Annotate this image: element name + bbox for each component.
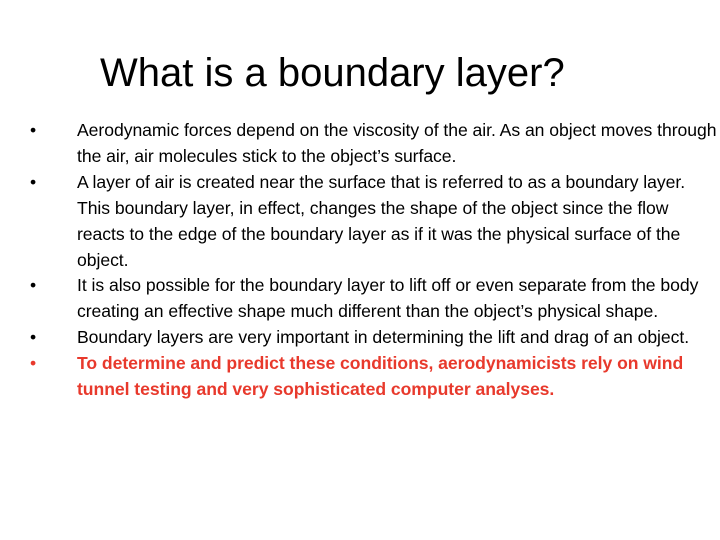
- bullet-icon: •: [30, 171, 37, 192]
- bullet-icon: •: [30, 275, 37, 296]
- bullet-item-lift-drag: [30, 325, 720, 351]
- bullet-item-viscosity: [30, 118, 720, 170]
- bullet-item-testing-analysis: [30, 351, 720, 403]
- bullet-icon: •: [30, 120, 37, 140]
- bullet-text: Aerodynamic forces depend on the viscosity of the air. As an object moves through the air, air molecules stick to the object’s surface.: [77, 120, 717, 166]
- bullet-item-boundary-layer-definition: [30, 170, 720, 274]
- bullet-text: It is also possible for the boundary layer to lift off or even separate from the body creating an effective shape much different than the object’s physical shape.: [77, 275, 699, 322]
- bullet-text: A layer of air is created near the surface that is referred to as a boundary layer. This boundary layer, in effect, changes the shape of the object since the flow reacts to the edge of the boundary layer as if it was the physical surface of the object.: [77, 171, 686, 270]
- bullet-icon: •: [30, 353, 37, 374]
- bullet-text: To determine and predict these conditions, aerodynamicists rely on wind tunnel testing and very sophisticated computer analyses.: [77, 353, 684, 400]
- bullet-item-separation: [30, 273, 720, 325]
- bullet-list: [30, 118, 720, 403]
- bullet-text: Boundary layers are very important in determining the lift and drag of an object.: [77, 327, 690, 348]
- bullet-icon: •: [30, 327, 37, 348]
- slide-title: What is a boundary layer?: [100, 50, 565, 95]
